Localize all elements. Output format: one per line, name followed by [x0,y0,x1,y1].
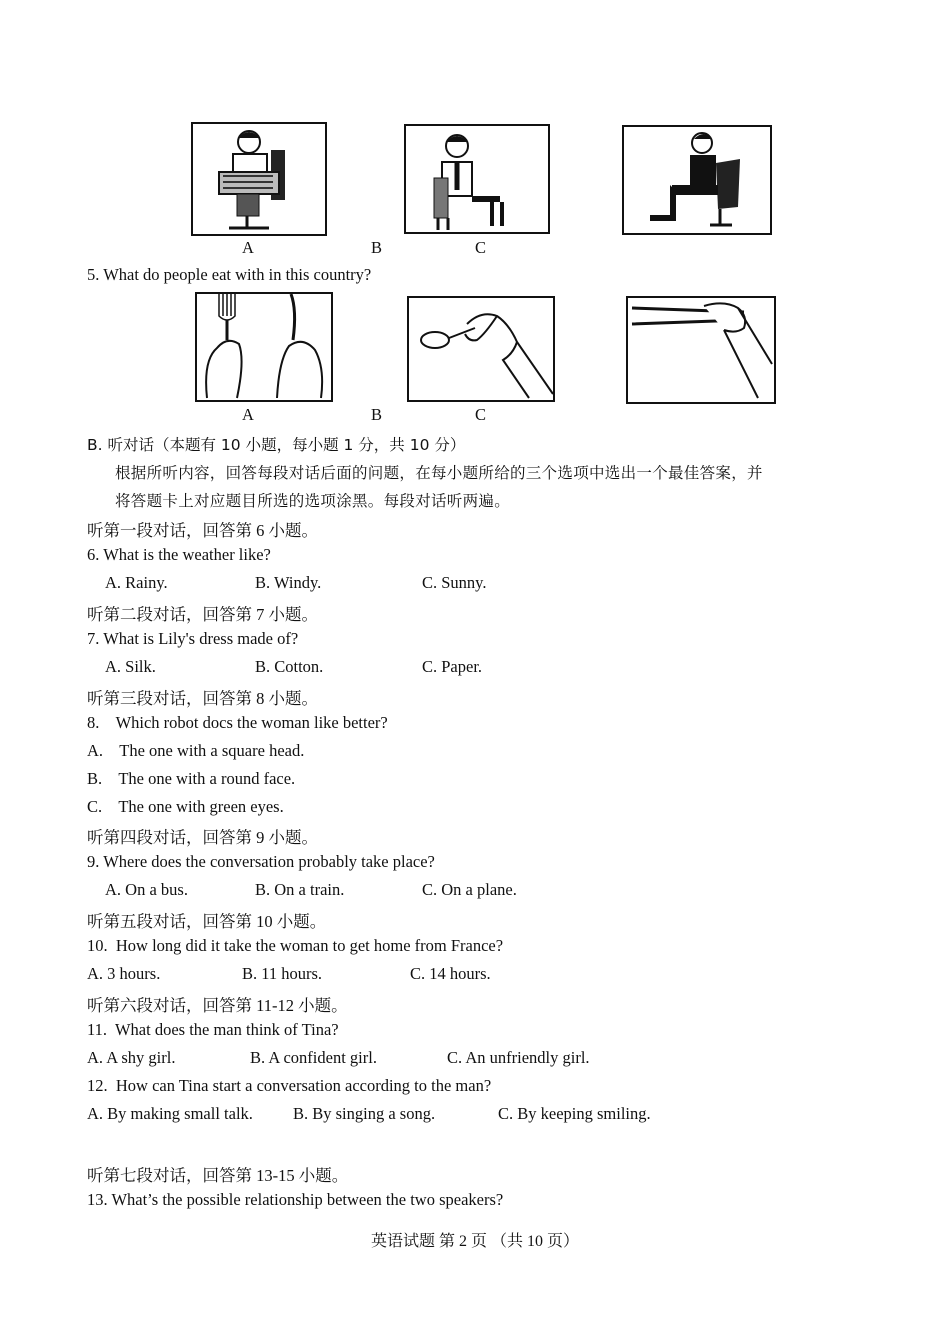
answer-option-b: B. Windy. [255,572,322,592]
option-label-b: B [371,238,383,257]
answer-option-b: B. 11 hours. [242,964,323,984]
question-text: 11. What does the man think of Tina? [87,1020,339,1040]
answer-option-b: B. On a train. [255,880,345,900]
dialogue-instruction: 听第七段对话，回答第 13-15 小题。 [87,1165,349,1185]
picture-4c [620,123,774,237]
answer-option-a: A. 3 hours. [87,964,161,984]
answer-option-b: B. Cotton. [255,656,324,676]
option-label-b: B [371,405,383,424]
option-label-a: A [242,405,254,424]
question-text: 8. Which robot docs the woman like better? [87,712,388,732]
answer-option-c: C. 14 hours. [410,964,491,984]
question-text: A. The one with a square head. [87,740,305,760]
answer-option-a: A. A shy girl. [87,1048,176,1068]
question-text: 10. How long did it take the woman to get home from France? [87,936,504,956]
dialogue-instruction: 听第五段对话，回答第 10 小题。 [87,912,327,932]
dialogue-instruction: 听第四段对话，回答第 9 小题。 [87,828,318,848]
question-5: 5. What do people eat with in this country? [87,265,372,284]
answer-option-c: C. Sunny. [422,572,487,592]
question-text: 6. What is the weather like? [87,544,271,564]
answer-option-c: C. On a plane. [422,880,517,900]
option-label-c: C [475,238,487,257]
question-text: 13. What’s the possible relationship between the two speakers? [87,1189,504,1209]
dialogue-instruction: 听第六段对话，回答第 11-12 小题。 [87,996,348,1016]
question-text: 12. How can Tina start a conversation according to the man? [87,1076,492,1095]
dialogue-instruction: 听第三段对话，回答第 8 小题。 [87,688,318,708]
picture-5b [405,294,557,404]
answer-option-a: A. Rainy. [105,572,168,592]
section-b-instruction: 根据所听内容，回答每段对话后面的问题，在每小题所给的三个选项中选出一个最佳答案，并 [115,464,763,482]
answer-option-c: C. Paper. [422,656,483,676]
picture-5a [193,290,335,404]
option-label-a: A [242,238,254,257]
question-text: C. The one with green eyes. [87,796,284,816]
answer-option-b: B. A confident girl. [250,1048,377,1068]
question-text: 7. What is Lily's dress made of? [87,628,299,648]
section-b-heading: B. 听对话（本题有 10 小题，每小题 1 分，共 10 分） [87,436,466,454]
answer-option-a: A. Silk. [105,656,156,676]
answer-option-b: B. By singing a song. [293,1103,436,1123]
answer-option-c: C. An unfriendly girl. [447,1048,590,1068]
question-text: 9. Where does the conversation probably take place? [87,852,435,872]
picture-4b [402,122,552,236]
page-footer: 英语试题 第 2 页 （共 10 页） [370,1233,579,1250]
picture-5c [624,294,778,406]
answer-option-a: A. On a bus. [105,880,188,900]
picture-4a [189,120,329,238]
question-text: B. The one with a round face. [87,768,296,788]
section-b-instruction: 将答题卡上对应题目所选的选项涂黑。每段对话听两遍。 [115,492,511,510]
dialogue-instruction: 听第一段对话，回答第 6 小题。 [87,521,318,540]
answer-option-a: A. By making small talk. [87,1103,253,1123]
option-label-c: C [475,405,487,424]
answer-option-c: C. By keeping smiling. [498,1103,651,1123]
dialogue-instruction: 听第二段对话，回答第 7 小题。 [87,604,318,624]
